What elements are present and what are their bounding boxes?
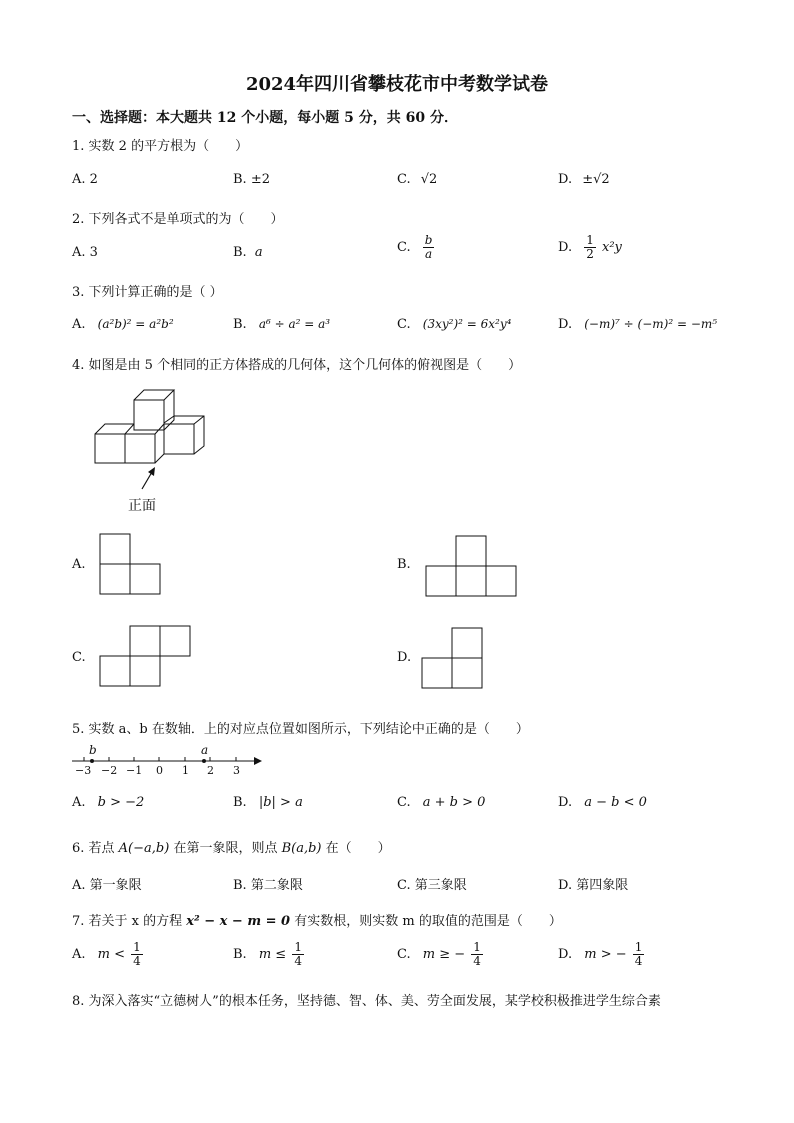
option-label: D. [558,317,573,332]
q6-option-a: A. 第一象限 [72,878,142,893]
option-label: B. [233,245,247,260]
q4-option-b-label: B. [397,557,411,572]
q4-option-a-label: A. [72,557,86,572]
point-b-marker [90,759,94,763]
cube-face [95,434,125,463]
option-label: D. [558,172,573,187]
q6-option-d: D. 第四象限 [558,878,629,893]
q4-option-c-label: C. [72,650,86,665]
q4-option-d-figure [422,628,482,688]
fraction-denominator: 4 [133,954,141,968]
q4-option-a-figure [100,534,160,594]
option-expr: a − b < 0 [584,795,647,810]
stem-expr: x² − x − m = 0 [186,914,291,929]
option-expr: a [254,245,263,260]
option-expr: m < [97,947,126,962]
question-3-stem: 3. 下列计算正确的是（ ） [72,285,223,300]
option-label: C. [397,240,411,255]
axis-tick-label: 1 [182,764,189,777]
stem-expr: A(−a,b) [118,841,170,856]
option-label: B. [233,795,247,810]
axis-tick-label: −1 [126,764,143,777]
q4-option-b-figure [426,536,516,596]
fraction-denominator: a [425,247,433,261]
option-label: D. [558,947,573,962]
axis-arrow [254,757,262,765]
question-1-stem: 1. 实数 2 的平方根为（ ） [72,139,249,154]
question-7-stem [72,910,562,929]
option-expr: (−m)⁷ ÷ (−m)² = −m⁵ [584,317,718,331]
cube-back [164,416,204,454]
option-label: C. [397,172,411,187]
axis-ticks [84,757,236,761]
option-label: B. [233,947,247,962]
point-b-label: b [89,743,97,757]
fraction-numerator: b [424,233,433,247]
fraction-denominator: 4 [294,954,302,968]
option-expr: m ≥ − [422,947,466,962]
q6-option-b: B. 第二象限 [233,878,303,893]
cube-face [134,400,164,430]
option-expr: |b| > a [258,795,303,810]
option-label: B. [233,317,247,332]
question-2-stem: 2. 下列各式不是单项式的为（ ） [72,212,284,227]
q7-option-d [558,941,646,968]
cube-drawing [95,390,204,463]
fraction-denominator: 2 [586,247,594,261]
q7-option-a [72,941,145,968]
fraction-denominator: 4 [634,954,643,968]
option-label: A. [72,795,86,810]
fraction [633,941,645,968]
point-a-marker [202,759,206,763]
q2-option-a: A. 3 [72,245,98,260]
axis-tick-label: 3 [233,764,240,777]
q1-option-b: B. ±2 [233,172,270,187]
q5-option-d [558,795,647,810]
stem-text: 6. 若点 [72,841,119,856]
question-4-stem: 4. 如图是由 5 个相同的正方体搭成的几何体，这个几何体的俯视图是（ ） [72,358,522,373]
option-label: C. [397,795,411,810]
cube-top [134,390,174,400]
cube-face [125,434,155,463]
q5-option-b [233,795,303,810]
question-5-stem: 5. 实数 a、b 在数轴．上的对应点位置如图所示，下列结论中正确的是（ ） [72,722,529,737]
fraction [131,941,143,968]
front-arrow [142,467,155,489]
option-expr: a⁶ ÷ a² = a³ [258,317,331,331]
option-expr: b > −2 [97,795,145,810]
stem-expr: B(a,b) [281,841,322,856]
fraction-numerator: 1 [473,940,481,954]
q6-option-c: C. 第三象限 [397,878,467,893]
option-label: C. [397,947,411,962]
cube-edge [125,424,134,434]
axis-tick-label: 2 [207,764,214,777]
axis-tick-label: 0 [156,764,163,777]
q7-option-b [233,941,306,968]
fraction-denominator: 4 [473,954,481,968]
option-expr-tail: x²y [602,240,622,255]
q5-option-c [397,795,485,810]
axis-tick-label: −3 [75,764,92,777]
option-label: D. [558,795,573,810]
axis-tick-label: −2 [101,764,118,777]
option-label: D. [558,240,573,255]
fraction-numerator: 1 [133,940,141,954]
fraction [292,941,304,968]
option-expr: ±√2 [582,172,610,187]
fraction-numerator: 1 [586,233,594,247]
fraction [471,941,483,968]
option-label: C. [397,317,411,332]
option-label: A. [72,947,86,962]
q4-option-c-figure [100,626,190,686]
exam-title: 2024年四川省攀枝花市中考数学试卷 [245,74,549,95]
front-view-label: 正面 [128,498,156,514]
option-expr: a + b > 0 [422,795,486,810]
fraction-numerator: 1 [294,940,302,954]
question-8-stem: 8. 为深入落实“立德树人”的根本任务，坚持德、智、体、美、劳全面发展，某学校积极推进学生综合素 [72,994,661,1009]
fraction-numerator: 1 [634,940,643,954]
option-label: A. [72,317,86,332]
q5-option-a [72,795,144,810]
option-expr: (3xy²)² = 6x²y⁴ [422,317,512,331]
section-heading: 一、选择题：本大题共 12 个小题，每小题 5 分，共 60 分． [72,110,458,126]
q4-option-d-label: D. [397,650,412,665]
q1-option-a: A. 2 [72,172,98,187]
option-expr: √2 [420,172,438,187]
stem-text: 7. 若关于 x 的方程 [72,914,187,929]
cube-top [95,424,134,434]
stem-text: 有实数根，则实数 m 的取值的范围是（ ） [290,914,562,929]
cube-face [164,424,194,454]
option-expr: (a²b)² = a²b² [97,317,174,331]
cube-edge [194,416,204,424]
q7-option-c [397,941,485,968]
question-6-stem [72,837,391,856]
option-expr: m ≤ [258,947,287,962]
stem-text: 在（ ） [321,841,391,856]
point-a-label: a [201,743,209,757]
option-expr: m > − [584,947,627,962]
stem-text: 在第一象限，则点 [169,841,282,856]
